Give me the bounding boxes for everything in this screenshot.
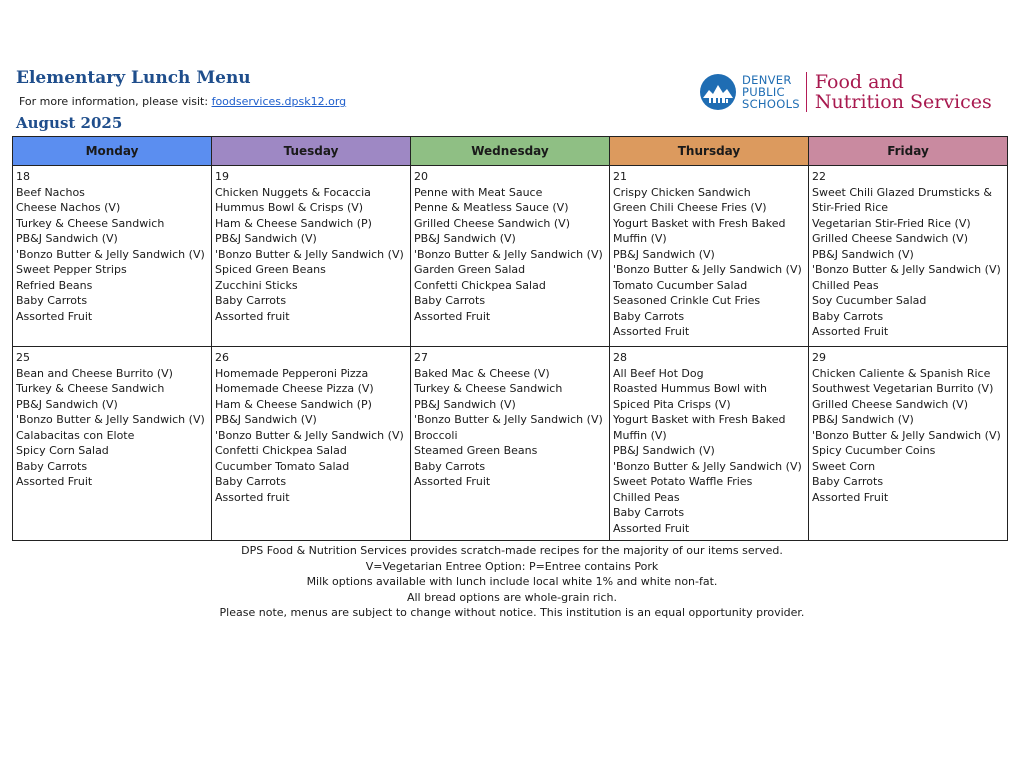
menu-item: PB&J Sandwich (V) [16, 232, 118, 245]
day-cell [411, 347, 610, 541]
menu-item: Spicy Corn Salad [16, 444, 109, 457]
day-number: 22 [812, 170, 826, 183]
menu-item: Confetti Chickpea Salad [215, 444, 347, 457]
menu-item: Assorted Fruit [613, 325, 690, 338]
menu-item: Assorted Fruit [414, 475, 491, 488]
menu-item: Beef Nachos [16, 185, 85, 199]
menu-item: Assorted fruit [215, 490, 290, 504]
menu-item: Vegetarian Stir-Fried Rice (V) [812, 216, 971, 230]
menu-item: Turkey & Cheese Sandwich [16, 382, 165, 395]
menu-item: 'Bonzo Butter & Jelly Sandwich (V) [613, 459, 802, 473]
menu-item: Tomato Cucumber Salad [613, 278, 748, 292]
day-header-tuesday: Tuesday [212, 137, 411, 166]
day-header-monday: Monday [13, 137, 212, 166]
menu-item: Ham & Cheese Sandwich (P) [215, 397, 372, 411]
menu-item: Grilled Cheese Sandwich (V) [414, 216, 570, 230]
menu-item: Steamed Green Beans [414, 444, 538, 457]
menu-item: Baby Carrots [414, 459, 486, 473]
menu-item: Spiced Green Beans [215, 263, 326, 276]
menu-item: Chicken Nuggets & Focaccia [215, 185, 371, 199]
day-cell [610, 347, 809, 541]
menu-item: Baby Carrots [613, 309, 685, 323]
menu-item: Chilled Peas [812, 278, 879, 292]
menu-item: PB&J Sandwich (V) [215, 232, 317, 245]
menu-item: 'Bonzo Butter & Jelly Sandwich (V) [613, 263, 802, 276]
week-row [13, 347, 1008, 541]
menu-item: 'Bonzo Butter & Jelly Sandwich (V) [16, 247, 205, 261]
menu-item: Sweet Chili Glazed Drumsticks & Stir-Fried Rice [812, 185, 992, 214]
menu-item: Baby Carrots [215, 294, 287, 307]
menu-item: Cheese Nachos (V) [16, 201, 121, 214]
day-cell [809, 347, 1008, 541]
menu-item: Assorted Fruit [613, 521, 690, 535]
dps-line-3: SCHOOLS [742, 97, 800, 111]
fns-line-1: Food and [814, 71, 904, 93]
day-header-friday: Friday [809, 137, 1008, 166]
dps-mountain-icon [700, 74, 736, 110]
menu-item: Sweet Pepper Strips [16, 263, 127, 276]
menu-item: PB&J Sandwich (V) [812, 413, 914, 426]
menu-item: Southwest Vegetarian Burrito (V) [812, 382, 994, 395]
day-header-wednesday: Wednesday [411, 137, 610, 166]
info-prefix: For more information, please visit: [19, 95, 212, 108]
menu-item: Homemade Pepperoni Pizza [215, 366, 369, 380]
fns-line-2: Nutrition Services [814, 91, 992, 113]
day-number: 27 [414, 351, 428, 364]
menu-item: Confetti Chickpea Salad [414, 278, 546, 292]
info-link[interactable]: foodservices.dpsk12.org [211, 95, 347, 108]
menu-item: Assorted Fruit [16, 309, 93, 323]
menu-item: 'Bonzo Butter & Jelly Sandwich (V) [215, 247, 404, 261]
menu-item: PB&J Sandwich (V) [215, 413, 317, 426]
menu-item: Zucchini Sticks [215, 278, 298, 292]
day-cell [212, 166, 411, 347]
menu-item: Baby Carrots [414, 294, 486, 307]
menu-item: Ham & Cheese Sandwich (P) [215, 216, 372, 230]
info-line [19, 95, 346, 108]
footer-notes [0, 543, 1024, 621]
day-number: 19 [215, 170, 229, 183]
menu-item: Turkey & Cheese Sandwich [16, 216, 165, 230]
menu-item: Baby Carrots [812, 309, 884, 323]
day-number: 26 [215, 351, 229, 364]
day-number: 20 [414, 170, 428, 183]
menu-item: Assorted Fruit [414, 309, 491, 323]
day-number: 29 [812, 351, 826, 364]
day-cell [212, 347, 411, 541]
menu-item: Assorted Fruit [812, 490, 889, 504]
menu-item: 'Bonzo Butter & Jelly Sandwich (V) [812, 263, 1001, 276]
menu-item: Roasted Hummus Bowl with Spiced Pita Crisps (V) [613, 382, 767, 411]
menu-item: Hummus Bowl & Crisps (V) [215, 201, 364, 214]
menu-item: Baby Carrots [16, 459, 88, 473]
dps-logo [700, 71, 992, 113]
menu-item: Spicy Cucumber Coins [812, 444, 936, 457]
menu-item: Seasoned Crinkle Cut Fries [613, 294, 761, 307]
menu-item: Turkey & Cheese Sandwich [414, 382, 563, 395]
menu-item: Baby Carrots [613, 506, 685, 519]
dps-line-2: PUBLIC [742, 85, 785, 99]
menu-item: PB&J Sandwich (V) [613, 444, 715, 457]
day-cell [411, 166, 610, 347]
logo-divider [806, 72, 807, 112]
day-header-row [13, 137, 1008, 166]
footer-line: DPS Food & Nutrition Services provides scratch-made recipes for the majority of our items served. [241, 544, 783, 557]
menu-item: 'Bonzo Butter & Jelly Sandwich (V) [215, 428, 404, 442]
menu-item: Yogurt Basket with Fresh Baked Muffin (V) [613, 216, 786, 245]
menu-item: All Beef Hot Dog [613, 366, 704, 380]
menu-item: PB&J Sandwich (V) [414, 397, 516, 411]
menu-item: Grilled Cheese Sandwich (V) [812, 397, 968, 411]
dps-wordmark [742, 74, 800, 110]
day-cell [13, 166, 212, 347]
menu-item: 'Bonzo Butter & Jelly Sandwich (V) [16, 413, 205, 426]
dps-line-1: DENVER [742, 73, 792, 87]
menu-item: Chicken Caliente & Spanish Rice [812, 366, 991, 380]
month-title: August 2025 [16, 114, 123, 132]
menu-item: Chilled Peas [613, 490, 680, 504]
menu-item: PB&J Sandwich (V) [613, 247, 715, 261]
day-number: 28 [613, 351, 627, 364]
fns-wordmark [815, 72, 992, 112]
menu-item: Assorted fruit [215, 309, 290, 323]
menu-item: Baked Mac & Cheese (V) [414, 366, 550, 380]
page-title: Elementary Lunch Menu [16, 68, 251, 88]
week-row [13, 166, 1008, 347]
menu-item: Assorted Fruit [812, 325, 889, 338]
menu-item: 'Bonzo Butter & Jelly Sandwich (V) [414, 247, 603, 261]
menu-item: Penne & Meatless Sauce (V) [414, 201, 569, 214]
footer-line: Please note, menus are subject to change without notice. This institution is an equal opportunity provider. [219, 606, 805, 619]
menu-item: PB&J Sandwich (V) [812, 247, 914, 261]
menu-item: Cucumber Tomato Salad [215, 459, 350, 473]
menu-item: Yogurt Basket with Fresh Baked Muffin (V) [613, 413, 786, 442]
day-cell [809, 166, 1008, 347]
menu-item: Baby Carrots [215, 475, 287, 488]
menu-item: Assorted Fruit [16, 475, 93, 488]
menu-item: Baby Carrots [812, 475, 884, 488]
footer-line: All bread options are whole-grain rich. [406, 590, 618, 604]
day-header-thursday: Thursday [610, 137, 809, 166]
day-number: 21 [613, 170, 627, 183]
footer-line: V=Vegetarian Entree Option: P=Entree contains Pork [365, 559, 659, 573]
menu-item: Homemade Cheese Pizza (V) [215, 382, 374, 395]
menu-table [12, 136, 1008, 541]
menu-item: Penne with Meat Sauce [414, 185, 543, 199]
menu-item: Refried Beans [16, 278, 93, 292]
menu-item: 'Bonzo Butter & Jelly Sandwich (V) [812, 428, 1001, 442]
menu-item: Grilled Cheese Sandwich (V) [812, 232, 968, 245]
menu-item: Broccoli [414, 428, 458, 442]
menu-item: Baby Carrots [16, 294, 88, 307]
day-cell [13, 347, 212, 541]
day-number: 25 [16, 351, 30, 364]
footer-line: Milk options available with lunch include local white 1% and white non-fat. [306, 575, 718, 588]
menu-item: Calabacitas con Elote [16, 428, 135, 442]
day-cell [610, 166, 809, 347]
menu-item: Green Chili Cheese Fries (V) [613, 201, 767, 214]
menu-item: Crispy Chicken Sandwich [613, 185, 751, 199]
menu-item: PB&J Sandwich (V) [16, 397, 118, 411]
menu-item: Soy Cucumber Salad [812, 294, 927, 307]
menu-item: Bean and Cheese Burrito (V) [16, 366, 173, 380]
menu-item: Sweet Corn [812, 459, 876, 473]
menu-item: 'Bonzo Butter & Jelly Sandwich (V) [414, 413, 603, 426]
day-number: 18 [16, 170, 30, 183]
menu-item: PB&J Sandwich (V) [414, 232, 516, 245]
menu-item: Garden Green Salad [414, 263, 526, 276]
menu-item: Sweet Potato Waffle Fries [613, 475, 753, 488]
